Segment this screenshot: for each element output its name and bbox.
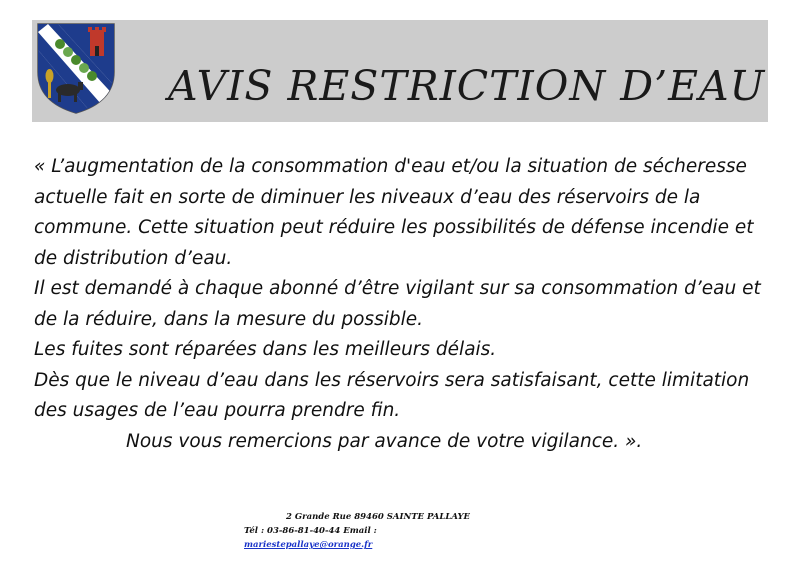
notice-paragraph: Les fuites sont réparées dans les meilleurs délais. (34, 339, 497, 360)
notice-paragraph: « L’augmentation de la consommation d'eau et/ou la situation de sécheresse actuelle fait en sorte de diminuer les niveaux d’eau des réservoirs de la commune. Cette situation peut réduire les possibilités de défense incendie et de distribution d’eau. (34, 156, 754, 269)
page-title: AVIS RESTRICTION D’EAU (168, 62, 766, 110)
notice-body (34, 152, 774, 457)
coat-of-arms-icon (34, 20, 118, 116)
footer-contact-line (244, 524, 504, 552)
footer-phone: Tél : 03-86-81-40-44 Email : (244, 526, 377, 536)
notice-paragraph: Dès que le niveau d’eau dans les réservoirs sera satisfaisant, cette limitation des usages de l’eau pourra prendre fin. (34, 369, 750, 421)
footer-contact (244, 510, 504, 552)
notice-paragraph: Il est demandé à chaque abonné d’être vigilant sur sa consommation d’eau et de la réduire, dans la mesure du possible. (34, 278, 761, 330)
notice-closing: Nous vous remercions par avance de votre vigilance. ». (126, 430, 643, 452)
footer-address: 2 Grande Rue 89460 SAINTE PALLAYE (286, 512, 471, 522)
email-link[interactable]: mariestepallaye@orange.fr (244, 540, 373, 550)
